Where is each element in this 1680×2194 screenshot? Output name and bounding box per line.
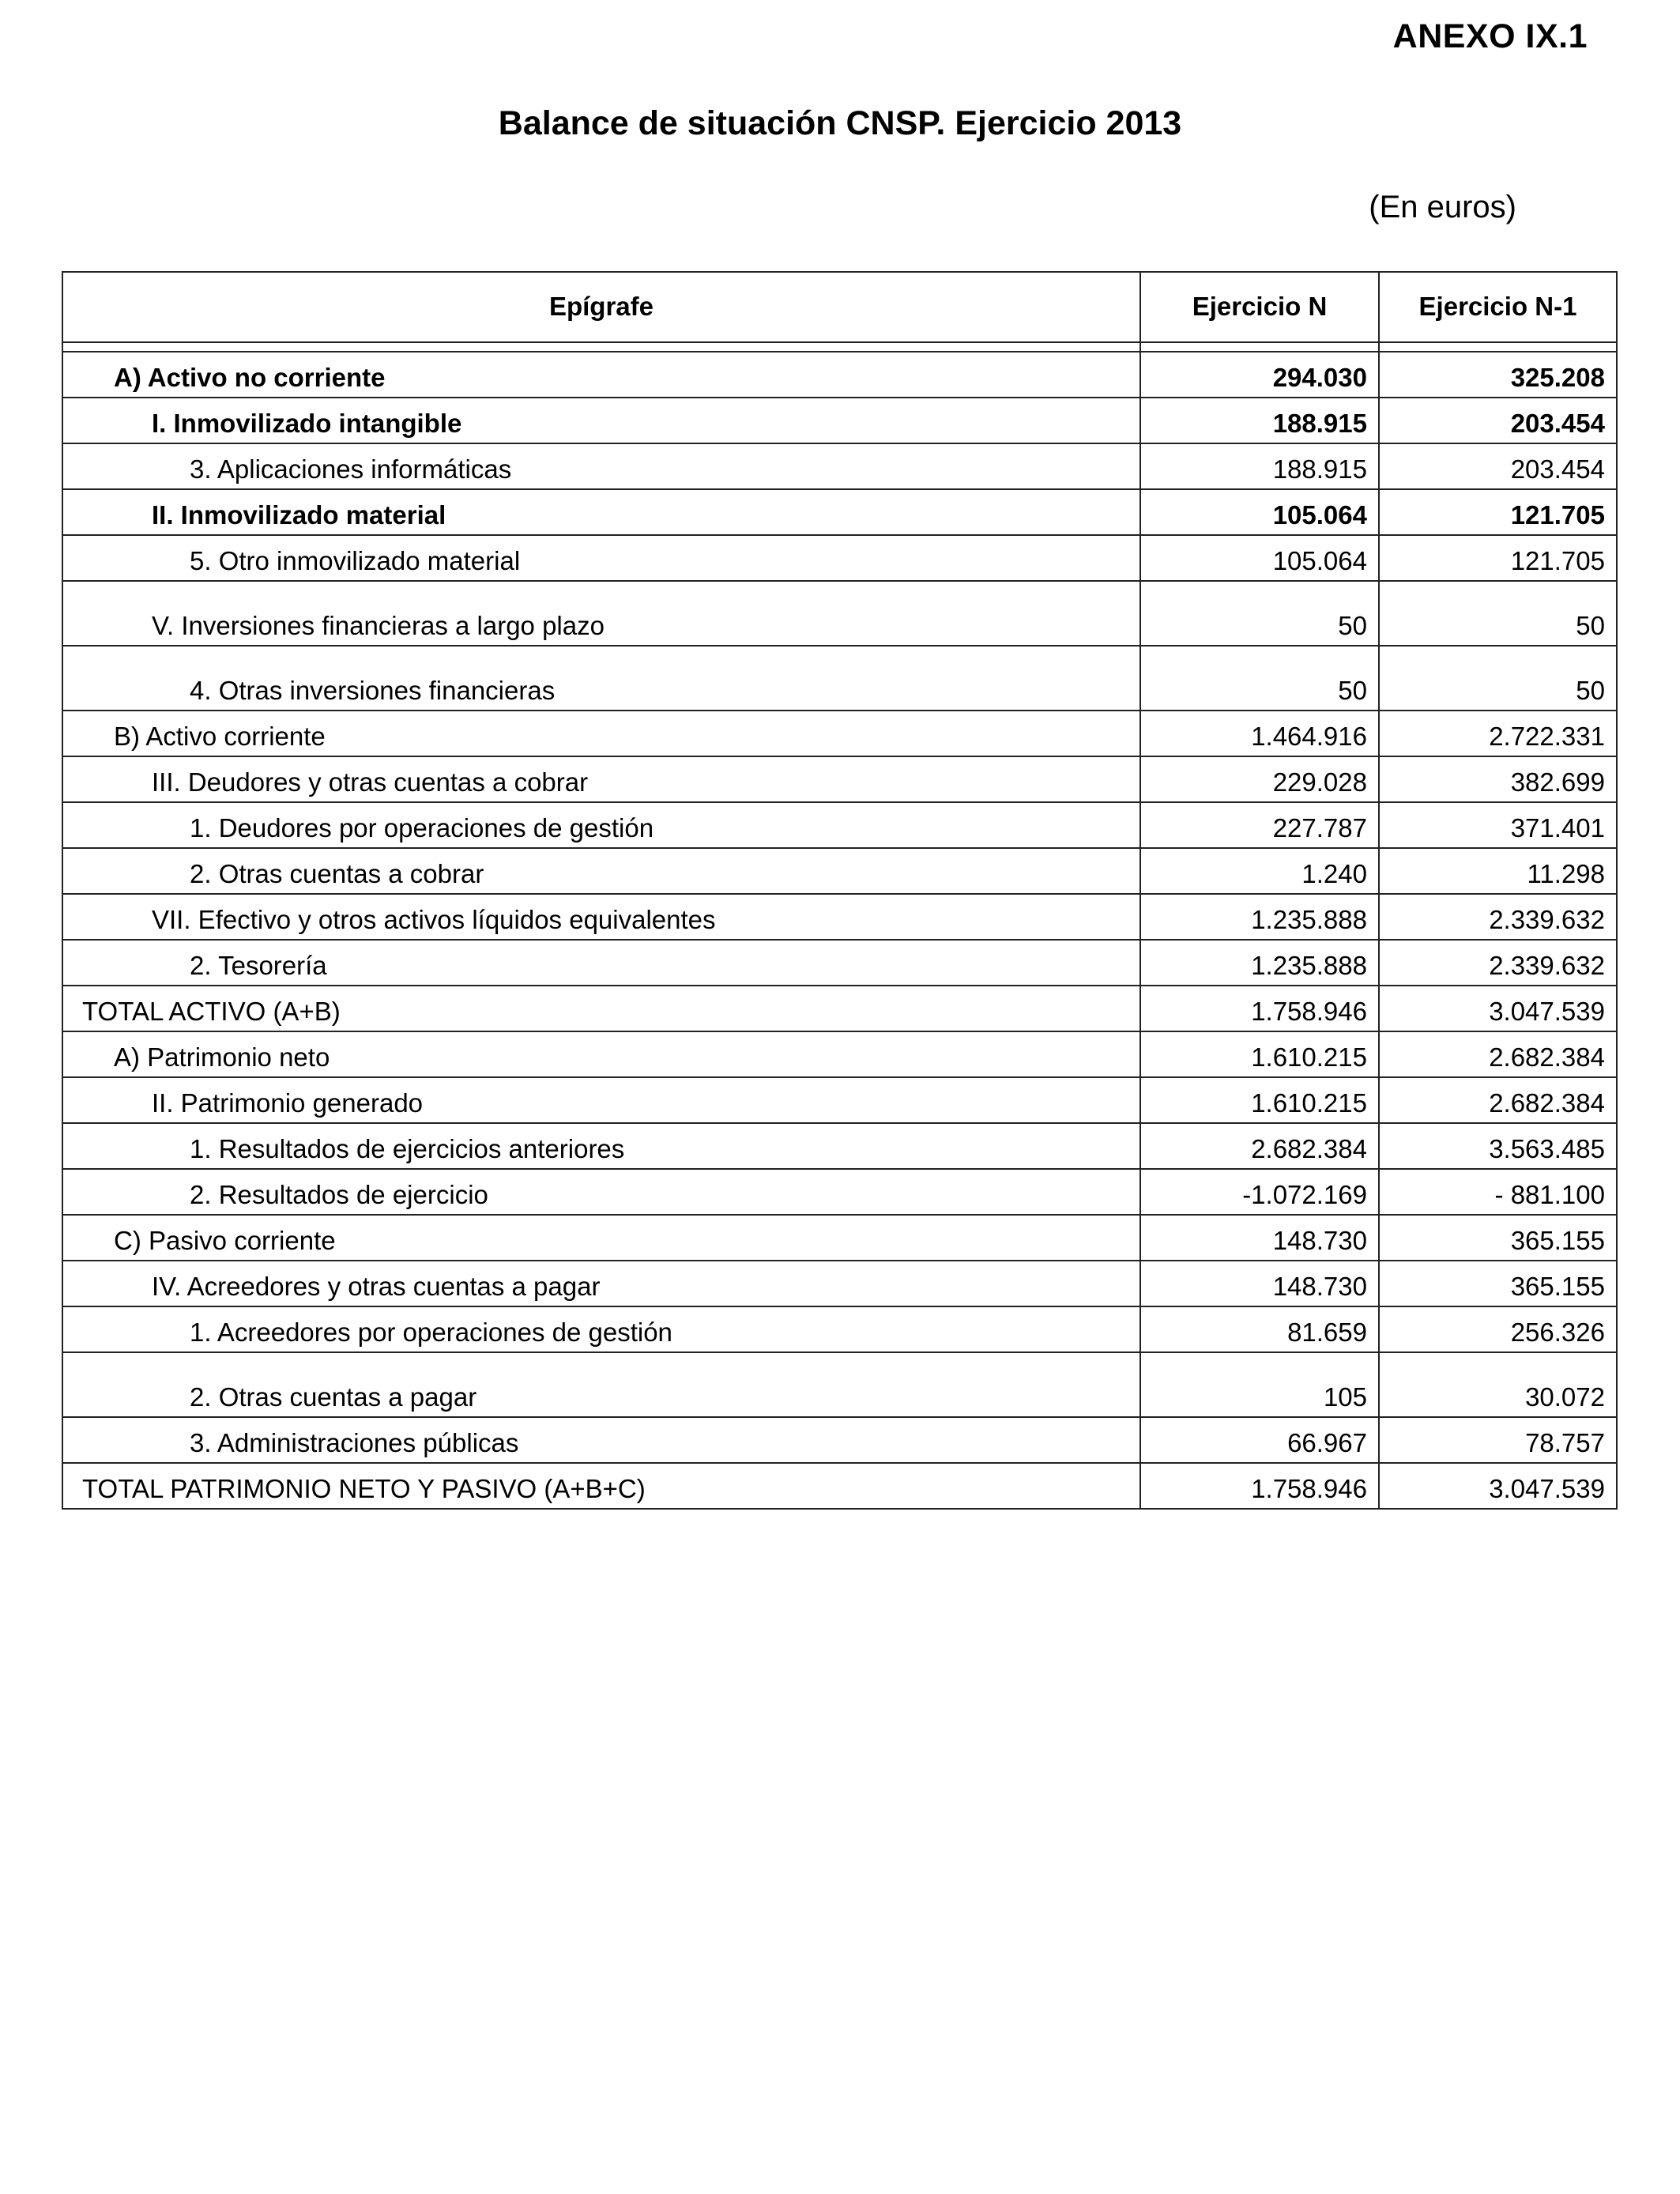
table-row	[62, 1306, 1617, 1352]
row-value-n-1: 203.454	[1379, 398, 1617, 443]
table-row	[62, 802, 1617, 848]
table-row	[62, 489, 1617, 535]
table-row	[62, 535, 1617, 581]
row-label: V. Inversiones financieras a largo plazo	[62, 581, 1140, 646]
row-value-n: 1.235.888	[1140, 894, 1379, 940]
row-value-n-1: 203.454	[1379, 443, 1617, 489]
annex-label: ANEXO IX.1	[1392, 17, 1588, 55]
table-row	[62, 1352, 1617, 1417]
row-label: 4. Otras inversiones financieras	[62, 646, 1140, 711]
row-label: 2. Resultados de ejercicio	[62, 1169, 1140, 1215]
row-label: C) Pasivo corriente	[62, 1215, 1140, 1261]
row-label: II. Inmovilizado material	[62, 489, 1140, 535]
row-value-n: 188.915	[1140, 398, 1379, 443]
row-value-n: 1.610.215	[1140, 1077, 1379, 1123]
table-row	[62, 940, 1617, 986]
row-value-n-1: 30.072	[1379, 1352, 1617, 1417]
row-value-n: 50	[1140, 581, 1379, 646]
row-value-n: 1.240	[1140, 848, 1379, 894]
row-label: II. Patrimonio generado	[62, 1077, 1140, 1123]
currency-note: (En euros)	[1369, 190, 1516, 224]
table-row	[62, 1077, 1617, 1123]
row-label: TOTAL PATRIMONIO NETO Y PASIVO (A+B+C)	[62, 1463, 1140, 1509]
row-value-n: -1.072.169	[1140, 1169, 1379, 1215]
row-value-n: 1.610.215	[1140, 1031, 1379, 1077]
row-value-n-1: 3.047.539	[1379, 986, 1617, 1031]
row-value-n-1: 50	[1379, 581, 1617, 646]
row-value-n-1: - 881.100	[1379, 1169, 1617, 1215]
row-value-n-1: 2.339.632	[1379, 894, 1617, 940]
header-spacer	[62, 342, 1617, 352]
row-label: A) Activo no corriente	[62, 352, 1140, 398]
row-value-n-1: 256.326	[1379, 1306, 1617, 1352]
row-value-n: 229.028	[1140, 756, 1379, 802]
row-value-n: 1.464.916	[1140, 711, 1379, 756]
row-label: I. Inmovilizado intangible	[62, 398, 1140, 443]
table-row	[62, 756, 1617, 802]
column-header-ejercicio-n-1: Ejercicio N-1	[1379, 272, 1617, 342]
table-row	[62, 1417, 1617, 1463]
table-row	[62, 1123, 1617, 1169]
table-row	[62, 1463, 1617, 1509]
row-value-n-1: 2.339.632	[1379, 940, 1617, 986]
row-value-n-1: 121.705	[1379, 535, 1617, 581]
row-value-n: 81.659	[1140, 1306, 1379, 1352]
row-value-n: 148.730	[1140, 1261, 1379, 1306]
row-label: TOTAL ACTIVO (A+B)	[62, 986, 1140, 1031]
row-label: 1. Deudores por operaciones de gestión	[62, 802, 1140, 848]
column-header-epigrafe: Epígrafe	[62, 272, 1140, 342]
row-label: VII. Efectivo y otros activos líquidos equivalentes	[62, 894, 1140, 940]
table-row	[62, 581, 1617, 646]
row-value-n: 66.967	[1140, 1417, 1379, 1463]
page-title: Balance de situación CNSP. Ejercicio 2013	[498, 104, 1182, 142]
row-value-n: 105	[1140, 1352, 1379, 1417]
row-label: B) Activo corriente	[62, 711, 1140, 756]
table-row	[62, 443, 1617, 489]
row-label: III. Deudores y otras cuentas a cobrar	[62, 756, 1140, 802]
row-value-n: 294.030	[1140, 352, 1379, 398]
column-header-ejercicio-n: Ejercicio N	[1140, 272, 1379, 342]
row-value-n-1: 78.757	[1379, 1417, 1617, 1463]
row-value-n-1: 382.699	[1379, 756, 1617, 802]
row-value-n: 105.064	[1140, 489, 1379, 535]
row-label: 5. Otro inmovilizado material	[62, 535, 1140, 581]
table-row	[62, 1215, 1617, 1261]
table-row	[62, 711, 1617, 756]
row-value-n: 1.758.946	[1140, 986, 1379, 1031]
table-row	[62, 398, 1617, 443]
table-row	[62, 894, 1617, 940]
row-label: 3. Administraciones públicas	[62, 1417, 1140, 1463]
row-label: 1. Resultados de ejercicios anteriores	[62, 1123, 1140, 1169]
row-label: IV. Acreedores y otras cuentas a pagar	[62, 1261, 1140, 1306]
row-value-n-1: 50	[1379, 646, 1617, 711]
row-label: 2. Otras cuentas a pagar	[62, 1352, 1140, 1417]
row-value-n: 188.915	[1140, 443, 1379, 489]
row-value-n-1: 3.563.485	[1379, 1123, 1617, 1169]
row-label: 2. Tesorería	[62, 940, 1140, 986]
table-row	[62, 986, 1617, 1031]
row-value-n-1: 2.722.331	[1379, 711, 1617, 756]
row-value-n-1: 121.705	[1379, 489, 1617, 535]
row-label: 1. Acreedores por operaciones de gestión	[62, 1306, 1140, 1352]
table-row	[62, 1031, 1617, 1077]
row-value-n-1: 3.047.539	[1379, 1463, 1617, 1509]
row-value-n-1: 365.155	[1379, 1215, 1617, 1261]
row-value-n: 227.787	[1140, 802, 1379, 848]
row-value-n: 1.235.888	[1140, 940, 1379, 986]
row-value-n: 50	[1140, 646, 1379, 711]
row-value-n-1: 365.155	[1379, 1261, 1617, 1306]
row-value-n-1: 371.401	[1379, 802, 1617, 848]
table-header-row	[62, 272, 1617, 342]
row-label: 3. Aplicaciones informáticas	[62, 443, 1140, 489]
row-value-n: 148.730	[1140, 1215, 1379, 1261]
row-value-n-1: 2.682.384	[1379, 1031, 1617, 1077]
row-value-n: 2.682.384	[1140, 1123, 1379, 1169]
balance-table	[62, 271, 1618, 1510]
row-value-n-1: 325.208	[1379, 352, 1617, 398]
row-value-n-1: 11.298	[1379, 848, 1617, 894]
table-row	[62, 646, 1617, 711]
row-value-n: 105.064	[1140, 535, 1379, 581]
table-row	[62, 352, 1617, 398]
table-row	[62, 1169, 1617, 1215]
row-value-n: 1.758.946	[1140, 1463, 1379, 1509]
row-label: A) Patrimonio neto	[62, 1031, 1140, 1077]
table-row	[62, 848, 1617, 894]
row-label: 2. Otras cuentas a cobrar	[62, 848, 1140, 894]
table-row	[62, 1261, 1617, 1306]
row-value-n-1: 2.682.384	[1379, 1077, 1617, 1123]
